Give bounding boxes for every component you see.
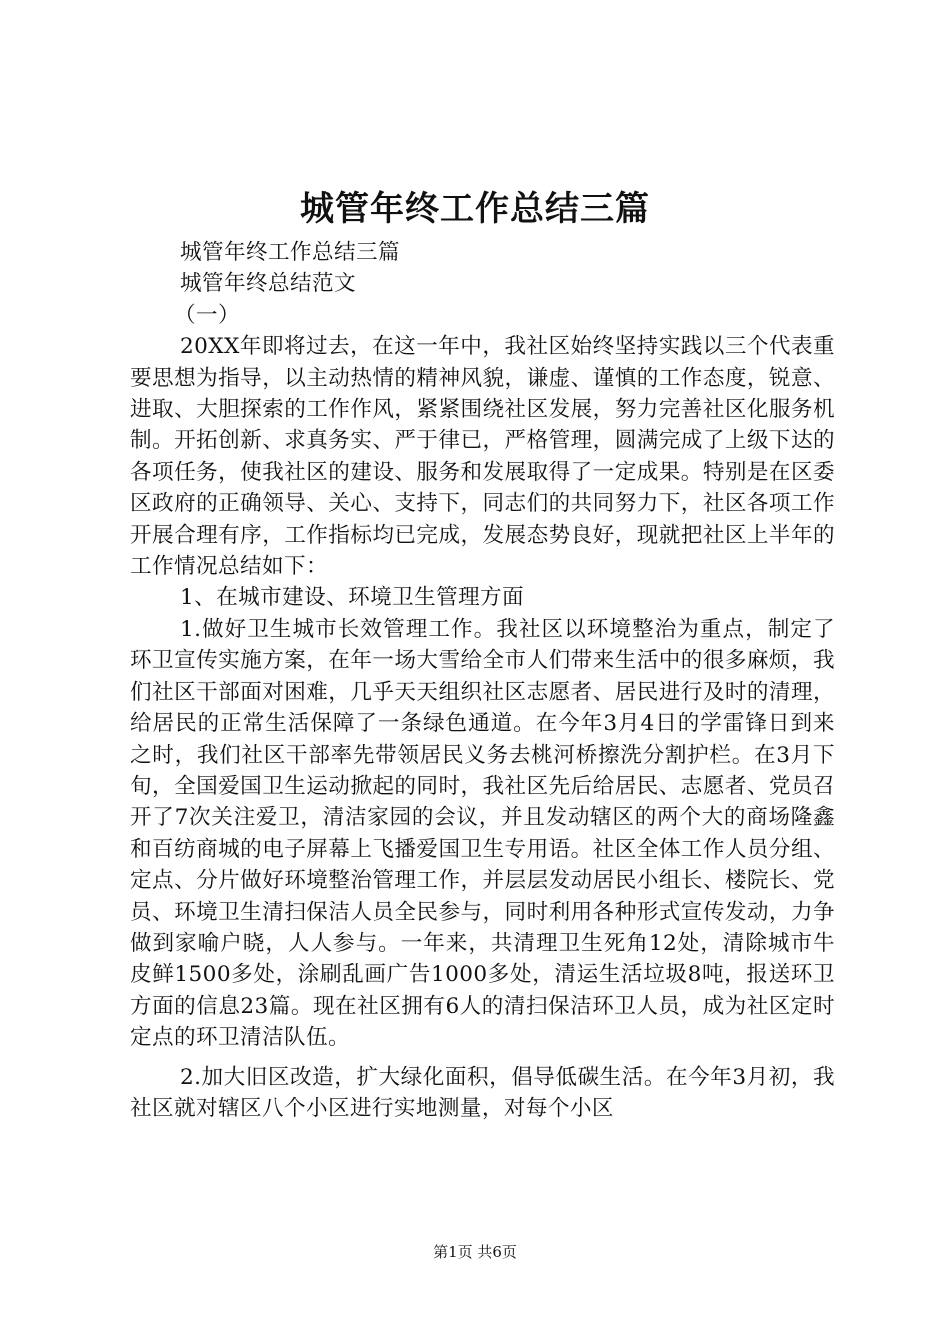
paragraph-item-2: 2.加大旧区改造，扩大绿化面积，倡导低碳生活。在今年3月初，我社区就对辖区八个小区进行实地测量，对每个小区 [130,1064,835,1121]
document-body [130,237,835,1124]
paragraph-intro: 20XX年即将过去，在这一年中，我社区始终坚持实践以三个代表重要思想为指导，以主动热情的精神风貌，谦虚、谨慎的工作态度，锐意、进取、大胆探索的工作作风，紧紧围绕社区发展，努力完善社区化服务机制。开拓创新、求真务实、严于律已，严格管理，圆满完成了上级下达的各项任务，使我社区的建设、服务和发展取得了一定成果。特别是在区委区政府的正确领导、关心、支持下，同志们的共同努力下，社区各项工作开展合理有序，工作指标均已完成，发展态势良好，现就把社区上半年的工作情况总结如下： [130,334,835,580]
section-marker: （一） [174,302,240,328]
section-heading: 1、在城市建设、环境卫生管理方面 [180,585,525,611]
page-footer: 第1页 共6页 [433,1243,517,1261]
paragraph-item-1: 1.做好卫生城市长效管理工作。我社区以环境整治为重点，制定了环卫宣传实施方案，在年一场大雪给全市人们带来生活中的很多麻烦，我们社区干部面对困难，几乎天天组织社区志愿者、居民进行及时的清理，给居民的正常生活保障了一条绿色通道。在今年3月4日的学雷锋日到来之时，我们社区干部率先带领居民义务去桃河桥擦洗分割护栏。在3月下旬，全国爱国卫生运动掀起的同时，我社区先后给居民、志愿者、党员召开了7次关注爱卫，清洁家园的会议，并且发动辖区的两个大的商场隆鑫和百纺商城的电子屏幕上飞播爱国卫生专用语。社区全体工作人员分组、定点、分片做好环境整治管理工作，并层层发动居民小组长、楼院长、党员、环境卫生清扫保洁人员全民参与，同时利用各种形式宣传发动，力争做到家喻户晓，人人参与。一年来，共清理卫生死角12处，清除城市牛皮鲜1500多处，涂刷乱画广告1000多处，清运生活垃圾8吨，报送环卫方面的信息23篇。现在社区拥有6人的清扫保洁环卫人员，成为社区定时定点的环卫清洁队伍。 [130,616,835,1051]
subtitle-line: 城管年终工作总结三篇 [180,240,400,265]
subheading-line: 城管年终总结范文 [180,271,356,297]
document-title: 城管年终工作总结三篇 [300,189,650,229]
